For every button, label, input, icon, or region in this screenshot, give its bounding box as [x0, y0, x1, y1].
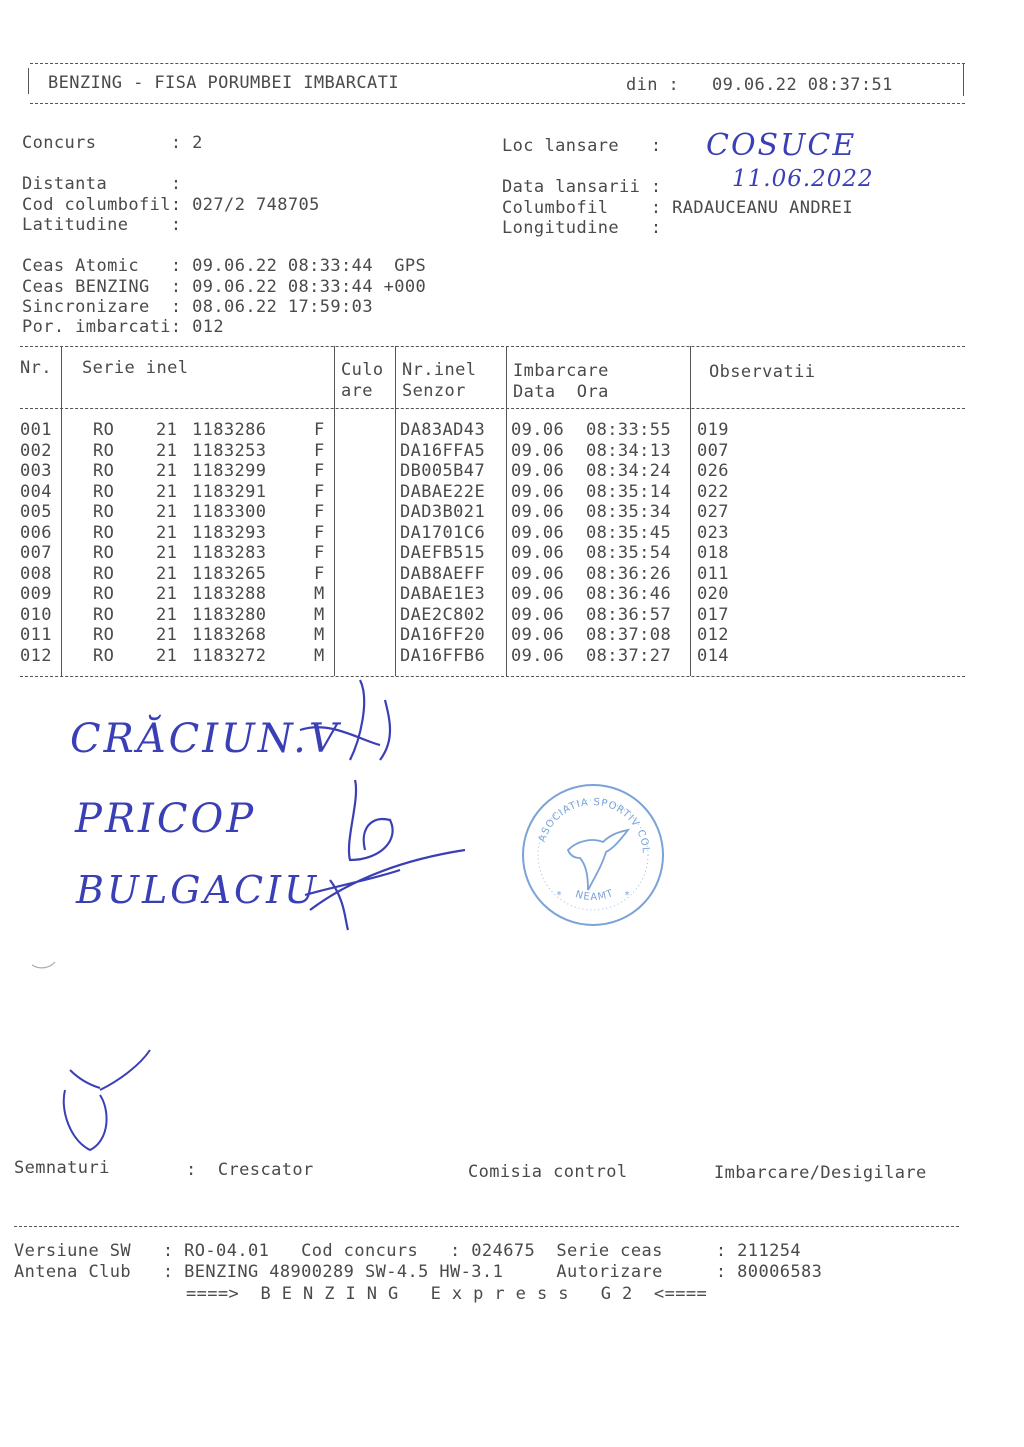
cell-data: 09.06 [511, 604, 565, 625]
cell-an: 21 [156, 461, 178, 481]
cell-nr: 001 [20, 420, 52, 440]
sincronizare-field: Sincronizare : 08.06.22 17:59:03 [22, 297, 373, 317]
cell-ora: 08:35:45 [586, 522, 672, 543]
cell-serie: 1183288 [192, 584, 267, 604]
cell-sex: F [314, 420, 325, 440]
cell-serie: 1183283 [192, 543, 267, 563]
cell-observatii: 012 [697, 625, 729, 645]
cell-tara: RO [93, 543, 115, 563]
stamp-text-bottom: NEAMT [573, 887, 616, 904]
cell-observatii: 007 [697, 440, 729, 461]
por-imbarcati-field: Por. imbarcati: 012 [22, 317, 225, 337]
cell-an: 21 [156, 522, 178, 543]
cell-senzor: DAD3B021 [400, 502, 486, 522]
din-label: din : [626, 75, 680, 95]
print-timestamp: 09.06.22 08:37:51 [712, 75, 893, 95]
col-header-observatii: Observatii [709, 362, 816, 382]
cell-ora: 08:37:08 [586, 625, 672, 645]
cell-senzor: DA16FFA5 [400, 440, 486, 461]
cell-nr: 011 [20, 625, 52, 645]
cell-tara: RO [93, 502, 115, 522]
cell-serie: 1183291 [192, 481, 267, 502]
signature-2 [349, 780, 393, 860]
cell-nr: 008 [20, 563, 52, 584]
footer-versiune-line: Versiune SW : RO-04.01 Cod concurs : 024675 Serie ceas : 211254 [14, 1241, 801, 1261]
cell-tara: RO [93, 563, 115, 584]
cell-an: 21 [156, 481, 178, 502]
col-header-imbarcare-1: Imbarcare [513, 361, 609, 381]
cell-nr: 010 [20, 604, 52, 625]
cell-senzor: DAB8AEFF [400, 563, 486, 584]
cell-observatii: 026 [697, 461, 729, 481]
cell-nr: 004 [20, 481, 52, 502]
signature-1 [300, 680, 390, 760]
paper-mark [32, 962, 55, 968]
stamp-text-top: ASOCIATIA SPORTIV COLUMBOFILA [513, 772, 652, 854]
cell-data: 09.06 [511, 502, 565, 522]
cell-ora: 08:34:24 [586, 461, 672, 481]
cell-serie: 1183280 [192, 604, 267, 625]
cell-ora: 08:35:34 [586, 502, 672, 522]
cell-tara: RO [93, 481, 115, 502]
cell-sex: M [314, 625, 325, 645]
col-header-serie: Serie inel [82, 358, 189, 378]
footer-rule [14, 1226, 959, 1227]
cell-observatii: 020 [697, 584, 729, 604]
cell-tara: RO [93, 522, 115, 543]
cell-an: 21 [156, 420, 178, 440]
cell-tara: RO [93, 604, 115, 625]
col-header-senzor-1: Nr.inel [402, 360, 477, 380]
cell-serie: 1183286 [192, 420, 267, 440]
cell-an: 21 [156, 625, 178, 645]
cell-observatii: 011 [697, 563, 729, 584]
latitudine-field: Latitudine : [22, 215, 182, 235]
col-header-senzor-2: Senzor [402, 381, 466, 401]
cell-nr: 005 [20, 502, 52, 522]
concurs-field: Concurs : 2 [22, 133, 203, 153]
cell-observatii: 019 [697, 420, 729, 440]
commission-name-2: PRICOP [75, 796, 257, 842]
cell-senzor: DA16FFB6 [400, 645, 486, 666]
cell-serie: 1183253 [192, 440, 267, 461]
ceas-benzing-field: Ceas BENZING : 09.06.22 08:33:44 +000 [22, 277, 427, 297]
cell-tara: RO [93, 420, 115, 440]
commission-name-1: CRĂCIUN.V [70, 716, 341, 762]
cell-sex: F [314, 461, 325, 481]
cell-data: 09.06 [511, 645, 565, 666]
cell-tara: RO [93, 461, 115, 481]
cell-ora: 08:36:26 [586, 563, 672, 584]
cod-columbofil-field: Cod columbofil: 027/2 748705 [22, 195, 320, 215]
cell-senzor: DB005B47 [400, 461, 486, 481]
stamp-star-icon: * [624, 890, 631, 901]
cell-serie: 1183293 [192, 522, 267, 543]
cell-data: 09.06 [511, 563, 565, 584]
footer-antena-line: Antena Club : BENZING 48900289 SW-4.5 HW-3.1 Autorizare : 80006583 [14, 1262, 823, 1282]
cell-an: 21 [156, 502, 178, 522]
document-title: BENZING - FISA PORUMBEI IMBARCATI [48, 73, 399, 93]
cell-sex: F [314, 543, 325, 563]
cell-ora: 08:36:46 [586, 584, 672, 604]
cell-ora: 08:35:14 [586, 481, 672, 502]
cell-tara: RO [93, 645, 115, 666]
columbofil-field: Columbofil : RADAUCEANU ANDREI [502, 198, 853, 218]
cell-data: 09.06 [511, 440, 565, 461]
cell-ora: 08:36:57 [586, 604, 672, 625]
signature-3 [305, 850, 465, 930]
cell-data: 09.06 [511, 420, 565, 440]
cell-an: 21 [156, 543, 178, 563]
cell-nr: 006 [20, 522, 52, 543]
cell-an: 21 [156, 563, 178, 584]
col-header-nr: Nr. [20, 358, 52, 378]
cell-nr: 002 [20, 440, 52, 461]
col-header-culoare-2: are [341, 381, 373, 401]
cell-data: 09.06 [511, 522, 565, 543]
cell-sex: F [314, 481, 325, 502]
cell-ora: 08:35:54 [586, 543, 672, 563]
cell-data: 09.06 [511, 584, 565, 604]
cell-serie: 1183272 [192, 645, 267, 666]
cell-tara: RO [93, 440, 115, 461]
cell-nr: 009 [20, 584, 52, 604]
cell-serie: 1183265 [192, 563, 267, 584]
cell-senzor: DABAE22E [400, 481, 486, 502]
cell-tara: RO [93, 625, 115, 645]
cell-an: 21 [156, 440, 178, 461]
cell-sex: F [314, 502, 325, 522]
signature-crescator [64, 1050, 150, 1150]
footer-brand-line: ====> B E N Z I N G E x p r e s s G 2 <==== [186, 1284, 708, 1304]
loc-lansare-field: Loc lansare : [502, 136, 662, 156]
cell-an: 21 [156, 645, 178, 666]
cell-serie: 1183268 [192, 625, 267, 645]
cell-data: 09.06 [511, 461, 565, 481]
cell-tara: RO [93, 584, 115, 604]
crescator-label: : Crescator [186, 1160, 314, 1180]
stamp-star-icon: * [556, 890, 563, 901]
comisia-control-label: Comisia control [468, 1162, 628, 1182]
cell-senzor: DAE2C802 [400, 604, 486, 625]
cell-senzor: DA16FF20 [400, 625, 486, 645]
cell-data: 09.06 [511, 625, 565, 645]
imbarcare-desigilare-label: Imbarcare/Desigilare [714, 1163, 927, 1183]
commission-name-3: BULGACIU [76, 868, 320, 912]
cell-sex: F [314, 522, 325, 543]
cell-observatii: 014 [697, 645, 729, 666]
cell-sex: M [314, 584, 325, 604]
col-header-culoare-1: Culo [341, 360, 384, 380]
cell-observatii: 017 [697, 604, 729, 625]
loc-lansare-handwritten: COSUCE [706, 128, 857, 163]
semnaturi-label: Semnaturi [14, 1158, 110, 1178]
cell-serie: 1183299 [192, 461, 267, 481]
cell-an: 21 [156, 604, 178, 625]
cell-sex: M [314, 645, 325, 666]
cell-nr: 003 [20, 461, 52, 481]
cell-data: 09.06 [511, 481, 565, 502]
cell-sex: M [314, 604, 325, 625]
cell-sex: F [314, 440, 325, 461]
cell-ora: 08:34:13 [586, 440, 672, 461]
cell-sex: F [314, 563, 325, 584]
cell-nr: 012 [20, 645, 52, 666]
col-header-imbarcare-2: Data Ora [513, 382, 609, 402]
cell-data: 09.06 [511, 543, 565, 563]
cell-ora: 08:33:55 [586, 420, 672, 440]
dove-icon [568, 830, 628, 890]
ceas-atomic-field: Ceas Atomic : 09.06.22 08:33:44 GPS [22, 256, 427, 276]
club-stamp [513, 772, 668, 930]
cell-observatii: 023 [697, 522, 729, 543]
cell-nr: 007 [20, 543, 52, 563]
cell-observatii: 018 [697, 543, 729, 563]
cell-senzor: DA83AD43 [400, 420, 486, 440]
longitudine-field: Longitudine : [502, 218, 662, 238]
cell-observatii: 027 [697, 502, 729, 522]
cell-senzor: DA1701C6 [400, 522, 486, 543]
cell-serie: 1183300 [192, 502, 267, 522]
data-lansarii-field: Data lansarii : [502, 177, 662, 197]
cell-observatii: 022 [697, 481, 729, 502]
cell-senzor: DABAE1E3 [400, 584, 486, 604]
distanta-field: Distanta : [22, 174, 182, 194]
data-lansarii-handwritten: 11.06.2022 [732, 166, 874, 192]
cell-ora: 08:37:27 [586, 645, 672, 666]
cell-senzor: DAEFB515 [400, 543, 486, 563]
cell-an: 21 [156, 584, 178, 604]
